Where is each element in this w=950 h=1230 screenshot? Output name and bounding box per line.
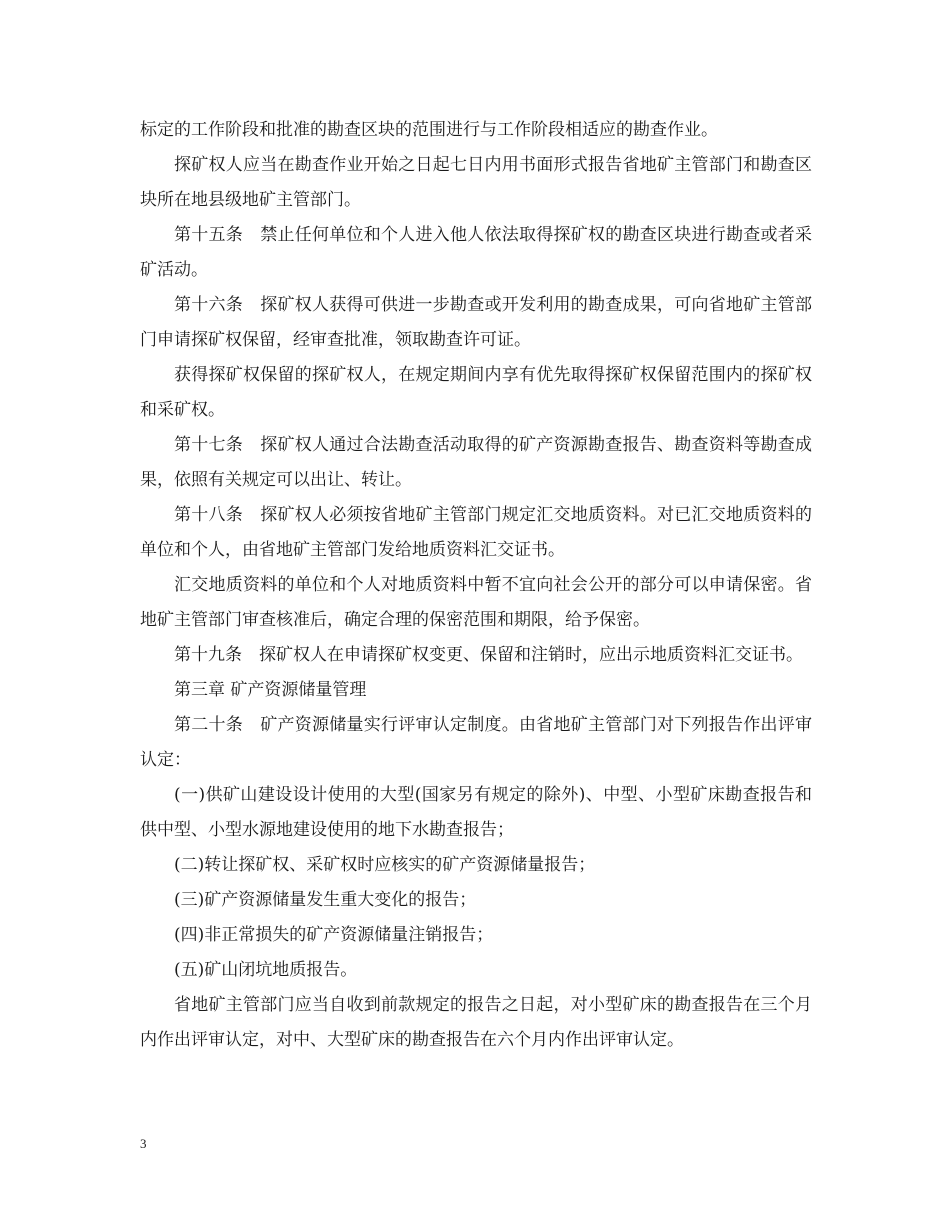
paragraph: 省地矿主管部门应当自收到前款规定的报告之日起，对小型矿床的勘查报告在三个月内作出评审认定，对中、大型矿床的勘查报告在六个月内作出评审认定。	[140, 995, 812, 1050]
paragraph-continuation: 标定的工作阶段和批准的勘查区块的范围进行与工作阶段相适应的勘查作业。	[140, 120, 718, 140]
list-item: (三)矿产资源储量发生重大变化的报告；	[174, 890, 477, 910]
article-15: 第十五条 禁止任何单位和个人进入他人依法取得探矿权的勘查区块进行勘查或者采矿活动。	[140, 225, 812, 280]
chapter-heading: 第三章 矿产资源储量管理	[174, 680, 367, 700]
article-18: 第十八条 探矿权人必须按省地矿主管部门规定汇交地质资料。对已汇交地质资料的单位和个人，由省地矿主管部门发给地质资料汇交证书。	[140, 505, 812, 560]
list-item: (二)转让探矿权、采矿权时应核实的矿产资源储量报告；	[174, 855, 596, 875]
list-item: (五)矿山闭坑地质报告。	[174, 960, 358, 980]
paragraph: 探矿权人应当在勘查作业开始之日起七日内用书面形式报告省地矿主管部门和勘查区块所在地县级地矿主管部门。	[140, 155, 812, 210]
list-item: (四)非正常损失的矿产资源储量注销报告；	[174, 925, 494, 945]
page-number: 3	[140, 1136, 147, 1151]
article-16: 第十六条 探矿权人获得可供进一步勘查或开发利用的勘查成果，可向省地矿主管部门申请探矿权保留，经审查批准，领取勘查许可证。	[140, 295, 812, 350]
document-body	[140, 113, 812, 1058]
article-20: 第二十条 矿产资源储量实行评审认定制度。由省地矿主管部门对下列报告作出评审认定：	[140, 715, 812, 770]
article-19: 第十九条 探矿权人在申请探矿权变更、保留和注销时，应出示地质资料汇交证书。	[174, 645, 803, 665]
list-item: (一)供矿山建设设计使用的大型(国家另有规定的除外)、中型、小型矿床勘查报告和供中型、小型水源地建设使用的地下水勘查报告；	[140, 785, 812, 840]
paragraph: 获得探矿权保留的探矿权人，在规定期间内享有优先取得探矿权保留范围内的探矿权和采矿权。	[140, 365, 812, 420]
paragraph: 汇交地质资料的单位和个人对地质资料中暂不宜向社会公开的部分可以申请保密。省地矿主管部门审查核准后，确定合理的保密范围和期限，给予保密。	[140, 575, 812, 630]
article-17: 第十七条 探矿权人通过合法勘查活动取得的矿产资源勘查报告、勘查资料等勘查成果，依照有关规定可以出让、转让。	[140, 435, 812, 490]
